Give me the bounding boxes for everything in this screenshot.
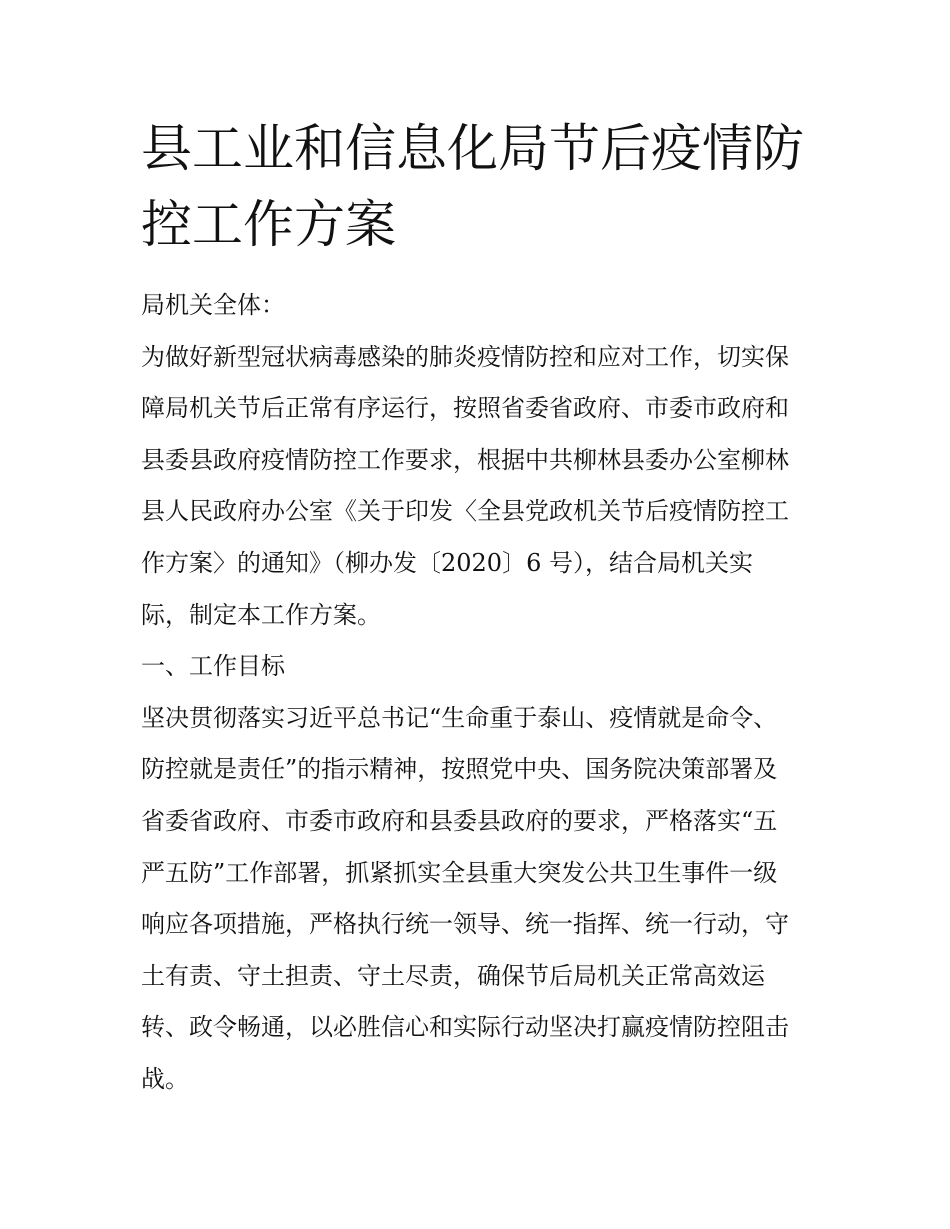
- paragraph-line: 转、政令畅通，以必胜信心和实际行动坚决打赢疫情防控阻击: [141, 1013, 789, 1042]
- section-heading: 一、工作目标: [141, 652, 285, 681]
- paragraph-line: 县人民政府办公室《关于印发〈全县党政机关节后疫情防控工: [141, 497, 789, 526]
- paragraph-line: 严五防”工作部署，抓紧抓实全县重大突发公共卫生事件一级: [141, 858, 778, 887]
- paragraph-line: 际，制定本工作方案。: [141, 600, 381, 629]
- paragraph-line: 响应各项措施，严格执行统一领导、统一指挥、统一行动，守: [141, 910, 789, 939]
- paragraph-line: 县委县政府疫情防控工作要求，根据中共柳林县委办公室柳林: [141, 445, 789, 474]
- paragraph-line: 作方案〉的通知》（柳办发〔2020〕6 号），结合局机关实: [141, 548, 753, 577]
- paragraph-line: 为做好新型冠状病毒感染的肺炎疫情防控和应对工作，切实保: [141, 342, 789, 371]
- document-body: [141, 280, 831, 1106]
- title-line: 县工业和信息化局节后疫情防: [141, 120, 805, 179]
- paragraph-line: 土有责、守土担责、守土尽责，确保节后局机关正常高效运: [141, 961, 765, 990]
- paragraph-line: 战。: [141, 1064, 189, 1093]
- paragraph-line: 防控就是责任”的指示精神，按照党中央、国务院决策部署及: [141, 755, 778, 784]
- paragraph-line: 坚决贯彻落实习近平总书记“生命重于泰山、疫情就是命令、: [141, 703, 778, 732]
- paragraph-line: 障局机关节后正常有序运行，按照省委省政府、市委市政府和: [141, 394, 789, 423]
- salutation-line: 局机关全体：: [141, 291, 285, 319]
- title-line: 控工作方案: [141, 196, 397, 255]
- document-title: [141, 112, 821, 264]
- paragraph-line: 省委省政府、市委市政府和县委县政府的要求，严格落实“五: [141, 806, 778, 835]
